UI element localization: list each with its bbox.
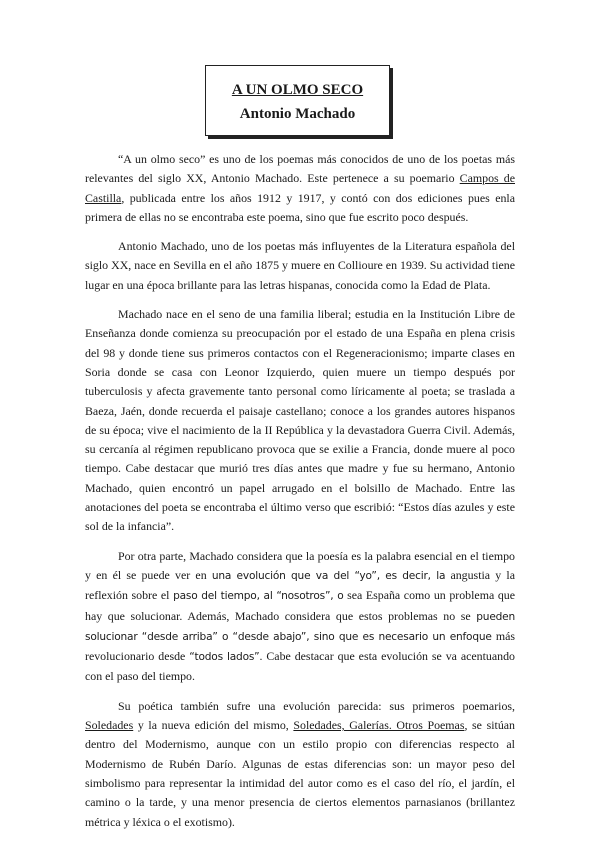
handwritten-phrase-4: “todos lados” [189,651,260,664]
book-title-campos-de-castilla: Campos de Castilla [85,171,515,205]
paragraph-biography: Antonio Machado, uno de los poetas más influyentes de la Literatura española del siglo XX, nace en Sevilla en el año 1875 y muere en Collioure en 1939. Su actividad tiene lugar en una época brillante para las letras hispanas, conocida como la Edad de Plata. [85,239,515,292]
paragraph-intro: “A un olmo seco” es uno de los poemas más conocidos de uno de los poetas más relevantes del siglo XX, Antonio Machado. Este pertenece a su poemario Campos de Castilla, publicada entre los años 1912 y 1917, y contó con dos ediciones pues enla primera de ellas no se encontraba este poema, sino que fue escrito poco después. [85,152,515,224]
document-author: Antonio Machado [239,106,356,122]
book-title-soledades-galerias: Soledades, Galerías. Otros Poemas [293,718,465,733]
handwritten-phrase-1: una evolución que va del “yo”, es decir, la [211,569,446,582]
book-title-soledades: Soledades [85,718,134,733]
paragraph-life: Machado nace en el seno de una familia liberal; estudia en la Institución Libre de Enseñanza donde comienza su preocupación por el estado de una España en plena crisis del 98 y donde tiene sus primeros contactos con el Regeneracionismo; imparte clases en Soria donde se casa con Leonor Izquierdo, quien muere un tiempo después por tuberculosis y afecta gravemente tanto personal como líricamente al poeta; se traslada a Baeza, Jaén, donde recuerda el paisaje castellano; conoce a los grandes autores hispanos de su época; vive el nacimiento de la II República y la devastadora Guerra Civil. Además, su cercanía al régimen republicano provoca que se exilie a Francia, donde muere al poco tiempo. Cabe destacar que murió tres días antes que madre y fue su hermano, Antonio Machado, quien encontró un papel arrugado en el bolsillo de Machado. Entre las anotaciones del poeta se encontraba el último verso que escribió: “Estos días azules y este sol de la infancia”. [85,307,515,534]
title-box [205,65,390,136]
handwritten-phrase-3: pueden solucionar “desde arriba” o “desde abajo”, sino que es necesario un enfoque [85,610,515,643]
handwritten-phrase-2: paso del tiempo, al “nosotros”, o [173,590,344,603]
document-title: A UN OLMO SECO [231,82,364,98]
document-body [85,150,515,842]
paragraph-evolution: Su poética también sufre una evolución parecida: sus primeros poemarios, Soledades y la nueva edición del mismo, Soledades, Galerías. Otros Poemas, se sitúan dentro del Modernismo, aunque con un estilo propio con diferencias respecto al Modernismo de Rubén Darío. Algunas de estas diferencias son: un mayor peso del simbolismo para representar la intimidad del autor como es el caso del río, el jardín, el camino o la tarde, y una menor presencia de ciertos elementos parnasianos (brillantez métrica y léxica o el exotismo). [85,698,515,829]
paragraph-poetics: Por otra parte, Machado considera que la poesía es la palabra esencial en el tiempo y en él se puede ver en una evolución que va del “yo”, es decir, la angustia y la reflexión sobre el paso del tiempo, al “nosotros”, o sea España como un problema que hay que solucionar. Además, Machado considera que estos problemas no se pueden solucionar “desde arriba” o “desde abajo”, sino que es necesario un enfoque más revolucionario desde “todos lados”. Cabe destacar que esta evolución se va acentuando con el paso del tiempo. [85,548,515,684]
